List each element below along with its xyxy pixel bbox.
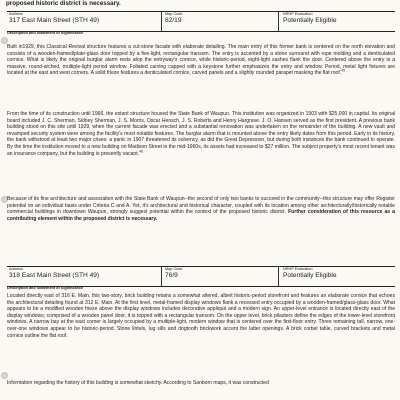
entry-1-header-box [7,11,395,32]
evaluation-value: Potentially Eligible [283,17,337,24]
description-label: Description and Statement of Significance [7,286,84,290]
map-code-cell [165,267,275,286]
map-code-value: 82/19 [165,17,182,24]
evaluation-label: NRHP Evaluation [283,12,313,16]
paragraph-bold-text: Further consideration of this resource as a contributing element within the proposed district is necessary. [7,209,395,222]
paragraph-text: Located directly east of 316 E. Main, this two-story, brick building retains a somewhat altered, albeit historic-period storefront and features an elaborate cornice that echoes the architectural detailing found at 312 E. Main. At the first level, metal-framed display windows flank a recessed entry occupied by a wooden-framed/glass-glass door. What appears to be a modified wooden frieze above the display windows includes decorative appliqué and a modern sign. An upper-level entrance is located directly east of the display windows; comprised of a wooden panel door, it is topped with a rectangular transom. On the upper level, brick pilasters define the edges of the lower-level storefront windows. A narrow bay at the east corner is largely occupied by a multiple-light, modern window that is centered over the first-floor entry. Three remaining tall, narrow, one-over-one windows appear to be historic-period. Stone lintels, lug sills and dogtooth brickwork accent the latter openings. A brick corbel table, curved brackets and metal cornice outline the flat roof. [7,293,395,339]
evaluation-label: NRHP Evaluation [283,267,313,271]
address-value: 318 East Main Street (STH 49) [9,272,100,279]
address-label: Address [9,12,23,16]
paragraph-text: Because of its fine architecture and association with the State Bank of Waupun--the second of only two banks to succeed in the community--this structure may offer Register potential on an individual basis under Criteria C and A. Yet, it's architectural and historical character, coupled with its location among other architecturally/historically notable commercial buildings in downtown Waupun, strongly suggest potential within the context of the proposed historic district. [7,196,395,216]
address-cell [9,267,159,286]
cell-divider [161,12,162,31]
paragraph-text: Information regarding the history of this building is somewhat sketchy. According to Sanborn maps, it was constructed [7,380,269,386]
map-code-value: 76/9 [165,272,178,279]
map-code-label: Map Code [165,267,183,271]
paragraph-text: Built in1929, this Classical Revival structure features a cut-stone facade with elaborate detailing. The main entry of this former bank is centered on the north elevation and consists of a wooden-framed/plate-glass door topped by a five-light, rectangular transom. The entry is accented by a stone surround with rope molding and a denticulated cornice. What is likely the original burglar alarm rests atop the entryway's cornice, while historic-period, eight-light sashes flank the door. Centered above the entry is a massive, round-arched, multiple-light period window. Foliated carving capped with a keystone further emphasizes the entry and window. Period, metal light fixtures are located at the east and west corners. A solid frieze features a denticulated cornice, carved panels and a slightly rounded parapet masking the flat roof. [7,44,395,77]
entry-1-paragraph-3 [7,196,395,236]
cell-divider [278,12,279,31]
evaluation-cell [283,12,393,31]
binder-hole [1,372,8,379]
evaluation-cell [283,267,393,286]
header-fragment: proposed historic district is necessary. [6,0,121,7]
address-label: Address [9,267,23,271]
evaluation-value: Potentially Eligible [283,272,337,279]
footnote-ref: 45 [341,68,346,73]
entry-1-paragraph-1 [7,44,395,104]
map-code-label: Map Code [165,12,183,16]
cell-divider [161,267,162,286]
address-value: 317 East Main Street (STH 49) [9,17,100,24]
address-cell [9,12,159,31]
binder-hole [1,37,8,44]
entry-2-paragraph-1 [7,293,395,373]
paragraph-text: From the time of its construction until 1966, the extant structure housed the State Bank of Waupun. This institution was organized in 1903 with $25,000 in capital. Its original board included J. C. Sherman, Sidney Sherman, J. S. Morris, Oscar Hensch, J. S. Roberts and Henry Hargrave. J. O. Hansen served as the first president. A previous bank building stood on this site until 1929, when the current facade was erected and a substantial renovation was undertaken on the remainder of the building. A new vault and revamped security system were among the facility's most notable features. The burglar alarm that is mounted above the entry likely dates from this period. Early in its history, the bank withstood at least two major crises: a panic in 1907 threatened its solvency, as did the Great Depression, but during both instances the bank continued to operate. By the time the institution moved to a new building on Madison Street in the mid-1960s, its assets had increased to $27 million. The subject property's most recent tenant was an insurance company, but the building is presently vacant. [7,111,395,157]
entry-2-header-box [7,266,395,287]
cell-divider [278,267,279,286]
entry-2-paragraph-2 [7,380,395,394]
description-label: Description and Statement of Significance [7,31,84,35]
footnote-ref: 46 [139,148,143,153]
map-code-cell [165,12,275,31]
entry-1-paragraph-2 [7,111,395,191]
